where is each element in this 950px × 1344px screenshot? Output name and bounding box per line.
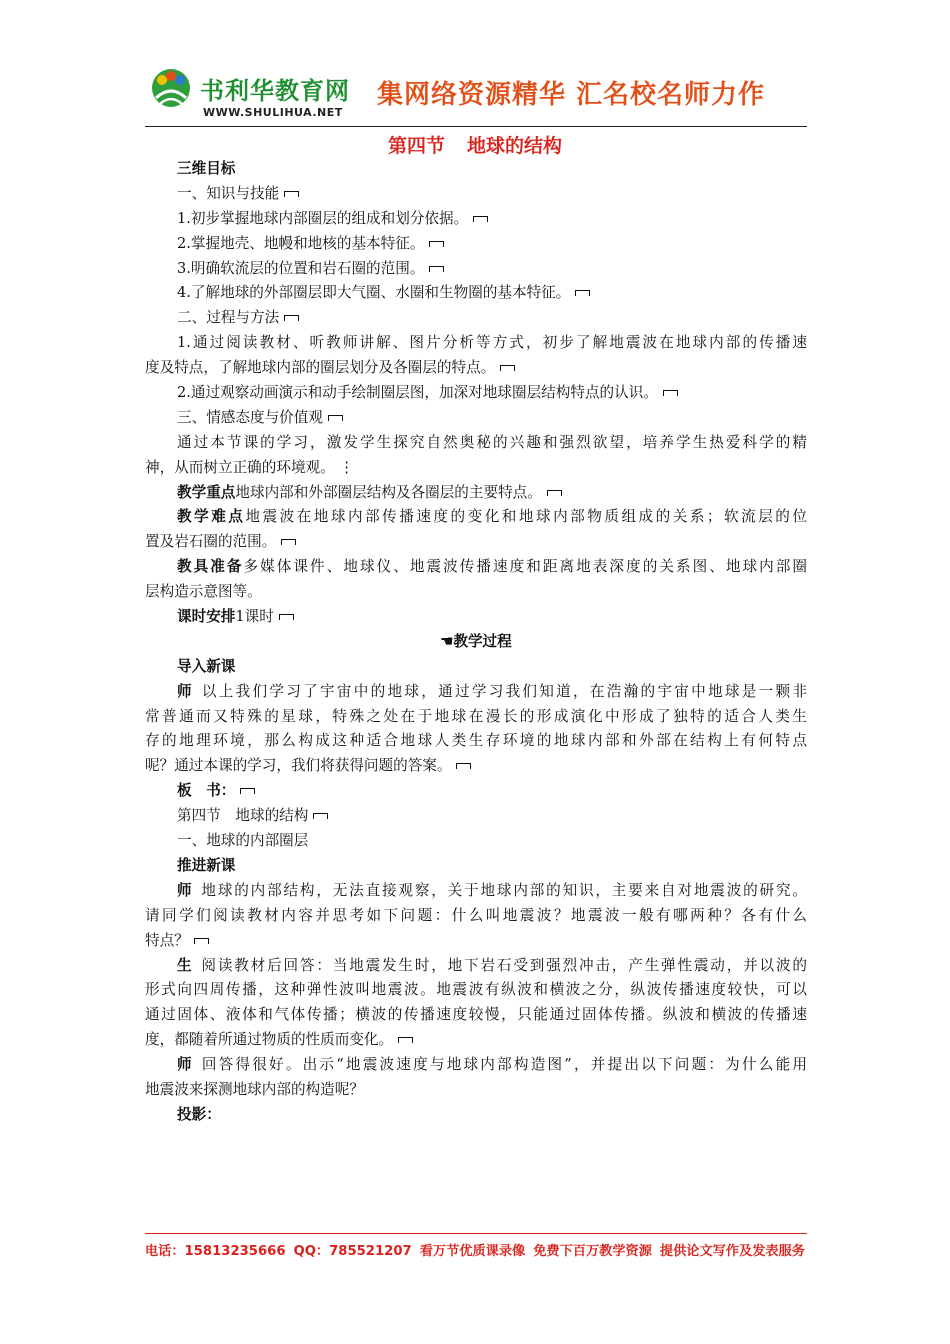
teaching-aids-line-2: 层构造示意图等。 (145, 583, 262, 601)
footer-ad-papers: 提供论文写作及发表服务 (659, 1244, 805, 1259)
intro-heading: 导入新课 (177, 657, 236, 675)
paragraph-mark-icon (663, 390, 678, 396)
knowledge-heading-text: 一、知识与技能 (177, 184, 280, 202)
board-label-text: 板 书： (177, 782, 236, 800)
footer-phone: 电话：15813235666 (145, 1244, 286, 1259)
knowledge-item (145, 232, 807, 257)
attitude-heading-text: 三、情感态度与价值观 (177, 408, 323, 426)
title-section: 第四节 (387, 135, 445, 157)
paragraph-mark-icon (575, 290, 590, 296)
hand-pointer-icon: ☚ (440, 632, 454, 650)
dialogue-line: 形式向四周传播，这种弹性波叫地震波。地震波有纵波和横波之分，纵波传播速度较快，可以 (145, 981, 807, 999)
teaching-difficulty (145, 505, 807, 530)
teaching-difficulty-text: 地震波在地球内部传播速度的变化和地球内部物质组成的关系；软流层的位 (245, 508, 807, 526)
knowledge-heading (145, 182, 807, 207)
header-slogan: 集网络资源精华 汇名校名师力作 (377, 80, 766, 110)
teaching-difficulty-label: 教学难点 (177, 508, 246, 526)
dialogue-line: 通过固体、液体和气体传播；横波的传播速度较慢，只能通过固体传播。纵波和横波的传播速 (145, 1006, 807, 1024)
teaching-focus (145, 481, 807, 506)
page-title (0, 131, 950, 158)
dialogue-text: 阅读教材后回答：当地震发生时，地下岩石受到强烈冲击，产生弹性震动，并以波的 (201, 956, 807, 974)
paragraph-mark-icon (328, 415, 343, 421)
board-label (145, 779, 807, 804)
knowledge-item-text: 2.掌握地壳、地幔和地核的基本特征。 (177, 234, 425, 252)
dialogue-line: 常普通而又特殊的星球，特殊之处在于地球在漫长的形成演化中形成了独特的适合人类生 (145, 707, 807, 725)
paragraph-mark-icon (313, 813, 328, 819)
method-item-2-text: 2.通过观察动画演示和动手绘制圈层图，加深对地球圈层结构特点的认识。 (177, 384, 658, 402)
dialogue-teacher (145, 879, 807, 904)
paragraph-mark-icon (281, 539, 296, 545)
paragraph-mark-icon (194, 938, 209, 944)
knowledge-item (145, 281, 807, 306)
paragraph-mark-icon (500, 365, 515, 371)
advance-heading: 推进新课 (177, 856, 236, 874)
speaker-teacher: 师 (177, 1056, 194, 1074)
teaching-difficulty-line-2 (145, 530, 807, 555)
teaching-aids-text: 多媒体课件、地球仪、地震波传播速度和距离地表深度的关系图、地球内部圈 (243, 558, 807, 576)
process-heading (145, 630, 807, 655)
dialogue-text: 地球的内部结构，无法直接观察，关于地球内部的知识，主要来自对地震波的研究。 (201, 881, 807, 899)
dialogue-text: 呢？通过本课的学习，我们将获得问题的答案。 (145, 757, 452, 775)
speaker-teacher: 师 (177, 881, 194, 899)
method-item-1-line-2 (145, 356, 807, 381)
paragraph-mark-icon (284, 191, 299, 197)
paragraph-mark-icon (284, 315, 299, 321)
class-hours (145, 605, 807, 630)
method-item-2 (145, 381, 807, 406)
speaker-student: 生 (177, 956, 194, 974)
paragraph-mark-icon (547, 490, 562, 496)
paragraph-mark-icon (429, 241, 444, 247)
dialogue-text: 特点？ (145, 931, 189, 949)
title-topic: 地球的结构 (467, 135, 563, 157)
teaching-difficulty-line-2-text: 置及岩石圈的范围。 (145, 533, 277, 551)
attitude-line-2: 神，从而树立正确的环境观。 ⋮ (145, 458, 354, 476)
attitude-line-1: 通过本节课的学习，激发学生探究自然奥秘的兴趣和强烈欲望，培养学生热爱科学的精 (177, 433, 807, 451)
board-line: 一、地球的内部圈层 (177, 832, 309, 850)
dialogue-line: 地震波来探测地球内部的构造呢？ (145, 1080, 364, 1098)
knowledge-item-text: 3.明确软流层的位置和岩石圈的范围。 (177, 259, 425, 277)
knowledge-item-text: 1.初步掌握地球内部圈层的组成和划分依据。 (177, 209, 469, 227)
class-hours-text: 1课时 (235, 608, 274, 626)
goals-heading: 三维目标 (177, 160, 236, 177)
method-heading-text: 二、过程与方法 (177, 309, 280, 327)
site-name: 书利华教育网 (200, 77, 350, 105)
teaching-aids-label: 教具准备 (177, 558, 244, 576)
page-footer (145, 1240, 805, 1259)
header-divider (145, 126, 807, 127)
knowledge-item (145, 207, 807, 232)
teaching-aids (145, 555, 807, 580)
dialogue-line: 存的地理环境，那么构成这种适合地球人类生存环境的地球内部和外部在结构上有何特点 (145, 732, 807, 750)
footer-ad-videos: 看万节优质课录像 (419, 1244, 526, 1259)
paragraph-mark-icon (240, 788, 255, 794)
class-hours-label: 课时安排 (177, 608, 236, 626)
paragraph-mark-icon (279, 614, 294, 620)
dialogue-text: 回答得很好。出示“地震波速度与地球内部构造图”，并提出以下问题：为什么能用 (201, 1056, 807, 1074)
paragraph-mark-icon (429, 266, 444, 272)
knowledge-item (145, 257, 807, 282)
dialogue-line: 请同学们阅读教材内容并思考如下问题：什么叫地震波？地震波一般有哪两种？各有什么 (145, 906, 807, 924)
method-item-1-line-2-text: 度及特点，了解地球内部的圈层划分及各圈层的特点。 (145, 359, 496, 377)
dialogue-line (145, 1028, 807, 1053)
dialogue-text: 以上我们学习了宇宙中的地球，通过学习我们知道，在浩瀚的宇宙中地球是一颗非 (201, 682, 807, 700)
logo-people-icon (150, 66, 192, 114)
dialogue-student (145, 954, 807, 979)
footer-divider (145, 1233, 807, 1234)
board-line (145, 804, 807, 829)
dialogue-teacher (145, 1053, 807, 1078)
dialogue-line (145, 929, 807, 954)
site-url: WWW.SHULIHUA.NET (203, 106, 343, 119)
teaching-focus-text: 地球内部和外部圈层结构及各圈层的主要特点。 (235, 483, 542, 501)
method-item-1-line-1: 1.通过阅读教材、听教师讲解、图片分析等方式，初步了解地震波在地球内部的传播速 (177, 334, 807, 352)
speaker-teacher: 师 (177, 682, 194, 700)
attitude-heading (145, 406, 807, 431)
page-header (145, 62, 807, 128)
paragraph-mark-icon (398, 1037, 413, 1043)
dialogue-text: 度，都随着所通过物质的性质而变化。 (145, 1031, 394, 1049)
document-body (145, 157, 807, 1128)
projection-label: 投影： (177, 1105, 221, 1123)
process-heading-text: 教学过程 (453, 632, 512, 650)
method-heading (145, 306, 807, 331)
footer-qq: QQ：785521207 (293, 1244, 412, 1259)
paragraph-mark-icon (473, 216, 488, 222)
knowledge-item-text: 4.了解地球的外部圈层即大气圈、水圈和生物圈的基本特征。 (177, 284, 571, 302)
board-line-text: 第四节 地球的结构 (177, 807, 309, 825)
dialogue-teacher (145, 680, 807, 705)
teaching-focus-label: 教学重点 (177, 483, 236, 501)
footer-ad-resources: 免费下百万教学资源 (533, 1244, 652, 1259)
dialogue-line (145, 754, 807, 779)
paragraph-mark-icon (456, 763, 471, 769)
